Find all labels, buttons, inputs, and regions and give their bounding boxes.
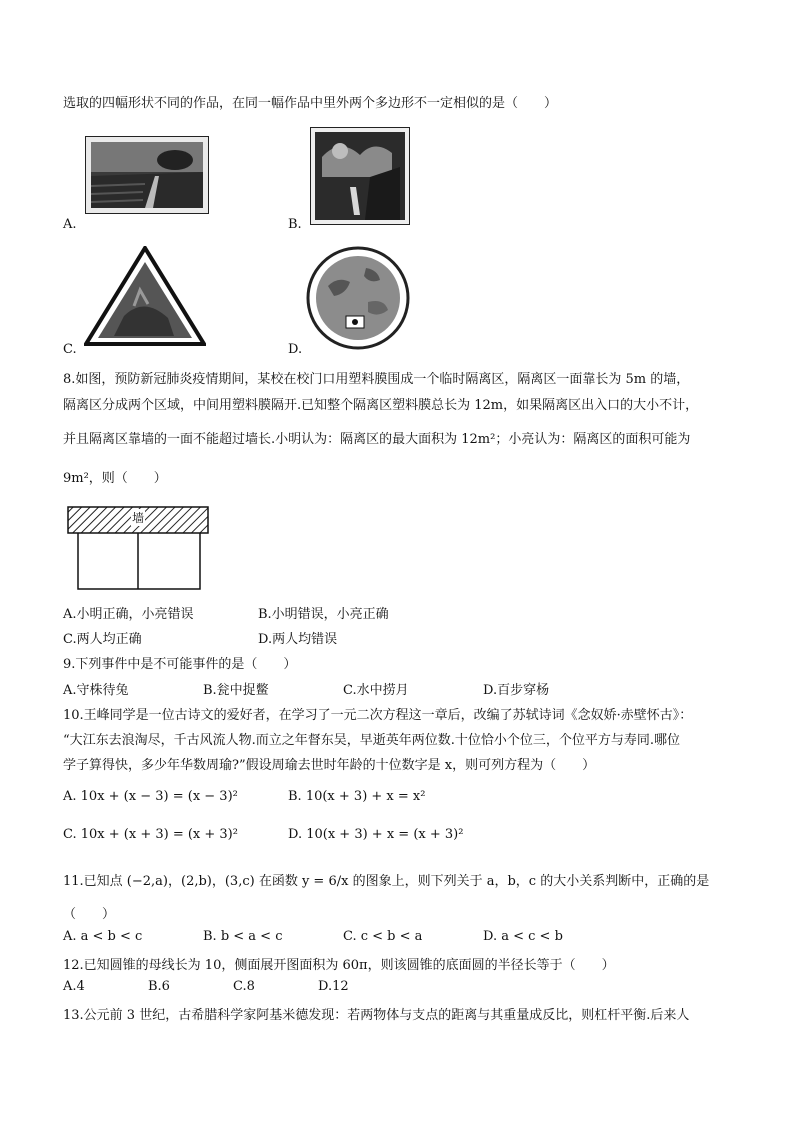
- q7-option-b-label: B.: [288, 217, 302, 232]
- q11-line-2: （ ）: [63, 907, 116, 922]
- q11-option-b: B. b < a < c: [203, 929, 283, 944]
- q12-option-a: A.4: [63, 979, 85, 994]
- q8-option-b: B.小明错误，小亮正确: [258, 607, 389, 622]
- q10-option-c: C. 10x + (x + 3) = (x + 3)²: [63, 827, 238, 842]
- q7-option-c-image: [84, 246, 206, 346]
- q7-option-a-image: [85, 136, 209, 214]
- q7-option-b-image: [310, 127, 410, 225]
- q8-line-1: 8.如图，预防新冠肺炎疫情期间，某校在校门口用塑料膜围成一个临时隔离区，隔离区一面靠长为 5m 的墙，: [63, 372, 690, 387]
- q9-option-a: A.守株待兔: [63, 683, 129, 698]
- q7-stem-tail: 选取的四幅形状不同的作品，在同一幅作品中里外两个多边形不一定相似的是（ ）: [63, 96, 558, 111]
- q11-option-d: D. a < c < b: [483, 929, 563, 944]
- q8-wall-label: 墙: [132, 511, 145, 525]
- q7-option-c-label: C.: [63, 342, 77, 357]
- q8-line-3: 并且隔离区靠墙的一面不能超过墙长.小明认为：隔离区的最大面积为 12m²；小亮认为：隔离区的面积可能为: [63, 432, 691, 447]
- q8-line-4: 9m²，则（ ）: [63, 471, 167, 486]
- q13-stem: 13.公元前 3 世纪，古希腊科学家阿基米德发现：若两物体与支点的距离与其重量成反比，则杠杆平衡.后来人: [63, 1008, 690, 1023]
- q10-line-2: “大江东去浪淘尽，千古风流人物.而立之年督东吴，早逝英年两位数.十位恰小个位三，个位平方与寿同.哪位: [63, 733, 681, 748]
- q10-option-b: B. 10(x + 3) + x = x²: [288, 789, 426, 804]
- q10-line-1: 10.王峰同学是一位古诗文的爱好者，在学习了一元二次方程这一章后，改编了苏轼诗词《念奴娇·赤壁怀古》：: [63, 708, 693, 723]
- q11-line-1: 11.已知点 (−2,a)，(2,b)，(3,c) 在函数 y = 6/x 的图象上，则下列关于 a，b，c 的大小关系判断中，正确的是: [63, 874, 710, 889]
- q8-option-a: A.小明正确，小亮错误: [63, 607, 194, 622]
- q9-option-b: B.瓮中捉鳖: [203, 683, 269, 698]
- q7-option-d-label: D.: [288, 342, 303, 357]
- q12-option-c: C.8: [233, 979, 255, 994]
- q11-option-a: A. a < b < c: [63, 929, 143, 944]
- q8-line-2: 隔离区分成两个区域，中间用塑料膜隔开.已知整个隔离区塑料膜总长为 12m，如果隔离区出入口的大小不计，: [63, 398, 699, 413]
- q12-stem: 12.已知圆锥的母线长为 10，侧面展开图面积为 60π，则该圆锥的底面圆的半径长等于（ ）: [63, 958, 615, 973]
- q9-option-c: C.水中捞月: [343, 683, 409, 698]
- q12-option-d: D.12: [318, 979, 349, 994]
- q7-option-a-label: A.: [63, 217, 77, 232]
- q9-stem: 9.下列事件中是不可能事件的是（ ）: [63, 657, 297, 672]
- q9-option-d: D.百步穿杨: [483, 683, 550, 698]
- q10-option-d: D. 10(x + 3) + x = (x + 3)²: [288, 827, 464, 842]
- q12-option-b: B.6: [148, 979, 170, 994]
- q8-option-c: C.两人均正确: [63, 632, 142, 647]
- q10-line-3: 学子算得快，多少年华数周瑜?”假设周瑜去世时年龄的十位数字是 x，则可列方程为（ ）: [63, 758, 596, 773]
- q7-option-d-image: [306, 246, 410, 350]
- q11-option-c: C. c < b < a: [343, 929, 423, 944]
- q10-option-a: A. 10x + (x − 3) = (x − 3)²: [63, 789, 238, 804]
- q8-option-d: D.两人均错误: [258, 632, 338, 647]
